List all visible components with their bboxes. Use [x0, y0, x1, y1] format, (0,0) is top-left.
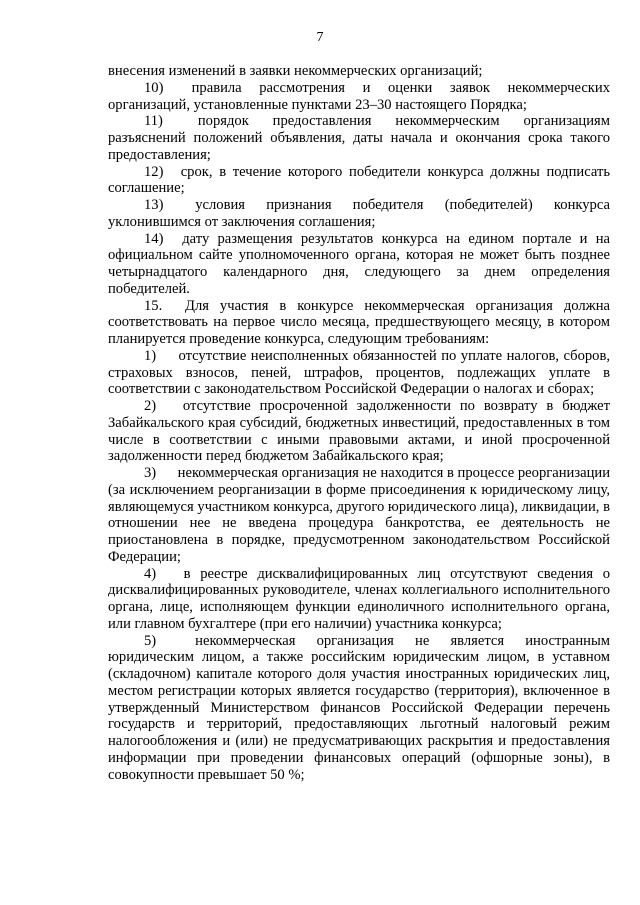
- page-number: 7: [316, 30, 324, 45]
- list-item: [108, 231, 610, 298]
- paragraph-text: порядок предоставления некоммерческим организациям разъяснений положений объявления, даты начала и окончания срока такого предоставления;: [108, 113, 610, 163]
- paragraph-text: дату размещения результатов конкурса на едином портале и на официальном сайте уполномоченного органа, которая не может быть позднее четырнадцатого календарного дня, следующего за днем определения победителей.: [108, 230, 610, 297]
- paragraph-text: условия признания победителя (победителей) конкурса уклонившимся от заключения соглашения;: [108, 197, 610, 230]
- paragraph-continuation: [108, 63, 610, 80]
- list-item: [108, 465, 610, 566]
- item-number: 12): [144, 163, 164, 180]
- list-item: [108, 197, 610, 231]
- item-number: 14): [144, 230, 164, 247]
- list-item: [108, 80, 610, 114]
- paragraph-text: отсутствие просроченной задолженности по возврату в бюджет Забайкальского края субсидий, бюджетных инвестиций, предоставленных в том числе в соответствии с иными правовыми актами, и иной просроченной задолженности перед бюджетом Забайкальского края;: [108, 398, 610, 465]
- item-number: 5): [144, 632, 157, 649]
- paragraph-text: отсутствие неисполненных обязанностей по уплате налогов, сборов, страховых взносов, пеней, штрафов, процентов, подлежащих уплате в соответствии с законодательством Российской Федерации о налогах и сборах;: [108, 347, 610, 398]
- item-number: 15.: [144, 297, 163, 314]
- item-number: 4): [144, 565, 157, 582]
- item-number: 13): [144, 197, 164, 213]
- list-item: [108, 164, 610, 198]
- list-item: [108, 348, 610, 398]
- item-number: 3): [144, 465, 157, 481]
- item-number: 1): [144, 347, 157, 364]
- paragraph-text: правила рассмотрения и оценки заявок некоммерческих организаций, установленные пунктами 23–30 настоящего Порядка;: [108, 79, 610, 113]
- item-number: 2): [144, 398, 157, 414]
- item-number: 11): [144, 113, 163, 130]
- paragraph-text: срок, в течение которого победители конкурса должны подписать соглашение;: [108, 163, 611, 197]
- item-number: 10): [144, 79, 164, 96]
- paragraph-text: некоммерческая организация не является иностранным юридическим лицом, а также российским юридическим лицом, в уставном (складочном) капитале которого доля участия иностранных юридических лиц, местом регистрации которых является государство (территория), включенное в утвержденный Министерством финансов Российской Федерации перечень государств и территорий, предоставляющих льготный налоговый режим налогообложения и (или) не предусматривающих раскрытия и предоставления информации при проведении финансовых операций (офшорные зоны), в совокупности превышает 50 %;: [108, 632, 610, 783]
- paragraph-text: Для участия в конкурсе некоммерческая организация должна соответствовать на первое число месяца, предшествующего месяцу, в котором планируется проведение конкурса, следующим требованиям:: [108, 297, 610, 347]
- paragraph-text: в реестре дисквалифицированных лиц отсутствуют сведения о дисквалифицированных руководителе, членах коллегиального исполнительного органа, лице, исполняющем функции единоличного исполнительного органа, или главном бухгалтере (при его наличии) участника конкурса;: [108, 565, 610, 632]
- list-item: [108, 633, 610, 784]
- list-item: [108, 398, 610, 465]
- paragraph-text: внесения изменений в заявки некоммерческих организаций;: [108, 63, 483, 79]
- list-item: [108, 113, 610, 163]
- paragraph-text: некоммерческая организация не находится в процессе реорганизации (за исключением реорганизации в форме присоединения к юридическому лицу, являющемуся участником конкурса, другого юридического лица), ликвидации, в отношении нее не введена процедура банкротства, ее деятельность не приостановлена в порядке, предусмотренном законодательством Российской Федерации;: [108, 465, 610, 565]
- document-body: [108, 63, 610, 783]
- list-item: [108, 566, 610, 633]
- section-paragraph: [108, 298, 610, 348]
